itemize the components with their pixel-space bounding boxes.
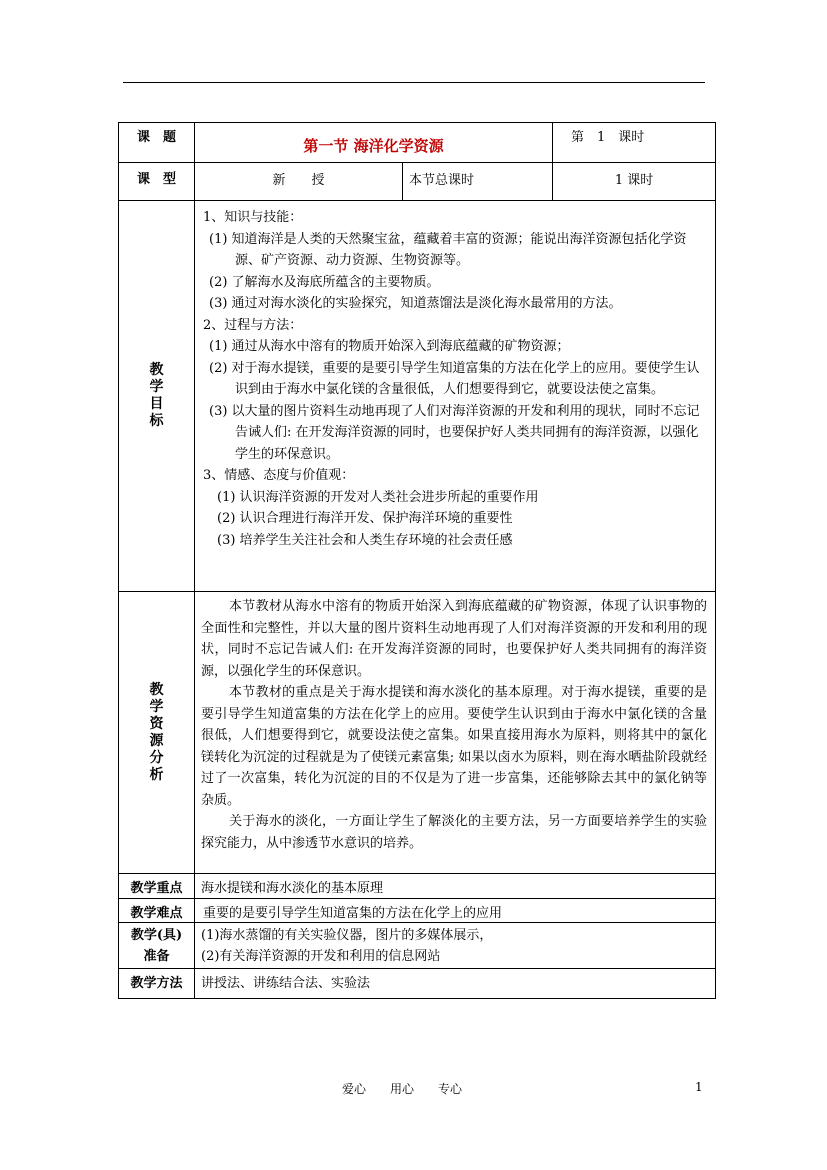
key-point-label: 教学重点 [119, 874, 195, 899]
difficulty-value: 重要的是要引导学生知道富集的方法在化学上的应用 [195, 899, 716, 923]
total-hours-label: 本节总课时 [403, 163, 553, 201]
analysis-label: 教 学 资 源 分 析 [119, 592, 195, 874]
objective-item: (2) 认识合理进行海洋开发、保护海洋环境的重要性 [217, 511, 513, 526]
prep-label: 教学(具) 准备 [119, 923, 195, 969]
objective-item: (3) 以大量的图片资料生动地再现了人们对海洋资源的开发和利用的现状，同时不忘记告诫人们: 在开发海洋资源的同时，也要保护好人类共同拥有的海洋资源，以强化学生的环保意识。 [209, 403, 700, 462]
page-number: 1 [695, 1080, 703, 1094]
course-label: 课 题 [119, 123, 195, 163]
footer-motto: 爱心 用心 专心 [342, 1082, 463, 1096]
analysis-paragraph: 本节教材从海水中溶有的物质开始深入到海底蕴藏的矿物资源，体现了认识事物的全面性和完整性，并以大量的图片资料生动地再现了人们对海洋资源的开发和利用的现状，同时不忘记告诫人们: 在开发海洋资源的同时，也要保护好人类共同拥有的海洋资源，以强化学生的环保意识。 [201, 599, 708, 679]
objectives-row [119, 201, 716, 592]
total-hours-value: 1 课时 [553, 163, 716, 201]
key-point-value: 海水提镁和海水淡化的基本原理 [195, 874, 716, 899]
type-row [119, 163, 716, 201]
objective-item: (2) 了解海水及海底所蕴含的主要物质。 [209, 274, 440, 290]
difficulty-label: 教学难点 [119, 899, 195, 923]
header-rule [123, 82, 705, 83]
type-label: 课 型 [119, 163, 195, 201]
type-value: 新 授 [195, 163, 403, 201]
analysis-content [195, 592, 716, 874]
objective-heading: 1、知识与技能： [203, 210, 303, 225]
analysis-row [119, 592, 716, 874]
prep-row [119, 923, 716, 969]
lesson-number: 第 1 课时 [553, 123, 716, 163]
analysis-paragraph: 关于海水的淡化，一方面让学生了解淡化的主要方法，另一方面要培养学生的实验探究能力，从中渗透节水意识的培养。 [201, 814, 708, 851]
prep-item: (1)海水蒸馏的有关实验仪器，图片的多媒体展示， [201, 928, 493, 943]
objectives-content [195, 201, 716, 592]
course-row [119, 123, 716, 163]
prep-content [195, 923, 716, 969]
lesson-title: 第一节 海洋化学资源 [195, 123, 553, 163]
method-value: 讲授法、讲练结合法、实验法 [195, 969, 716, 999]
prep-item: (2)有关海洋资源的开发和利用的信息网站 [201, 949, 441, 964]
objective-heading: 2、过程与方法： [203, 317, 303, 333]
objective-item: (1) 认识海洋资源的开发对人类社会进步所起的重要作用 [217, 489, 539, 505]
difficulty-row [119, 899, 716, 923]
lesson-plan-table [118, 122, 716, 999]
method-row [119, 969, 716, 999]
objectives-label: 教 学 目 标 [119, 201, 195, 592]
objective-item: (3) 通过对海水淡化的实验探究，知道蒸馏法是淡化海水最常用的方法。 [209, 296, 622, 311]
objective-item: (2) 对于海水提镁，重要的是要引导学生知道富集的方法在化学上的应用。要使学生认识到由于海水中氯化镁的含量很低，人们想要得到它，就要设法使之富集。 [209, 360, 700, 397]
objective-item: (3) 培养学生关注社会和人类生存环境的社会责任感 [217, 532, 513, 548]
method-label: 教学方法 [119, 969, 195, 999]
key-point-row [119, 874, 716, 899]
analysis-paragraph: 本节教材的重点是关于海水提镁和海水淡化的基本原理。对于海水提镁，重要的是要引导学生知道富集的方法在化学上的应用。要使学生认识到由于海水中氯化镁的含量很低，人们想要得到它，就要设法使之富集。如果直接用海水为原料，则将其中的氯化镁转化为沉淀的过程就是为了使镁元素富集; 如果以卤水为原料，则在海水晒盐阶段就经过了一次富集，转化为沉淀的目的不仅是为了进一步富集，还能够除去其中的氯化钠等杂质。 [201, 685, 708, 808]
objective-heading: 3、情感、态度与价值观： [203, 468, 355, 483]
objective-item: (1) 知道海洋是人类的天然聚宝盆，蕴藏着丰富的资源；能说出海洋资源包括化学资源、矿产资源、动力资源、生物资源等。 [209, 231, 687, 268]
objective-item: (1) 通过从海水中溶有的物质开始深入到海底蕴藏的矿物资源； [209, 339, 570, 354]
